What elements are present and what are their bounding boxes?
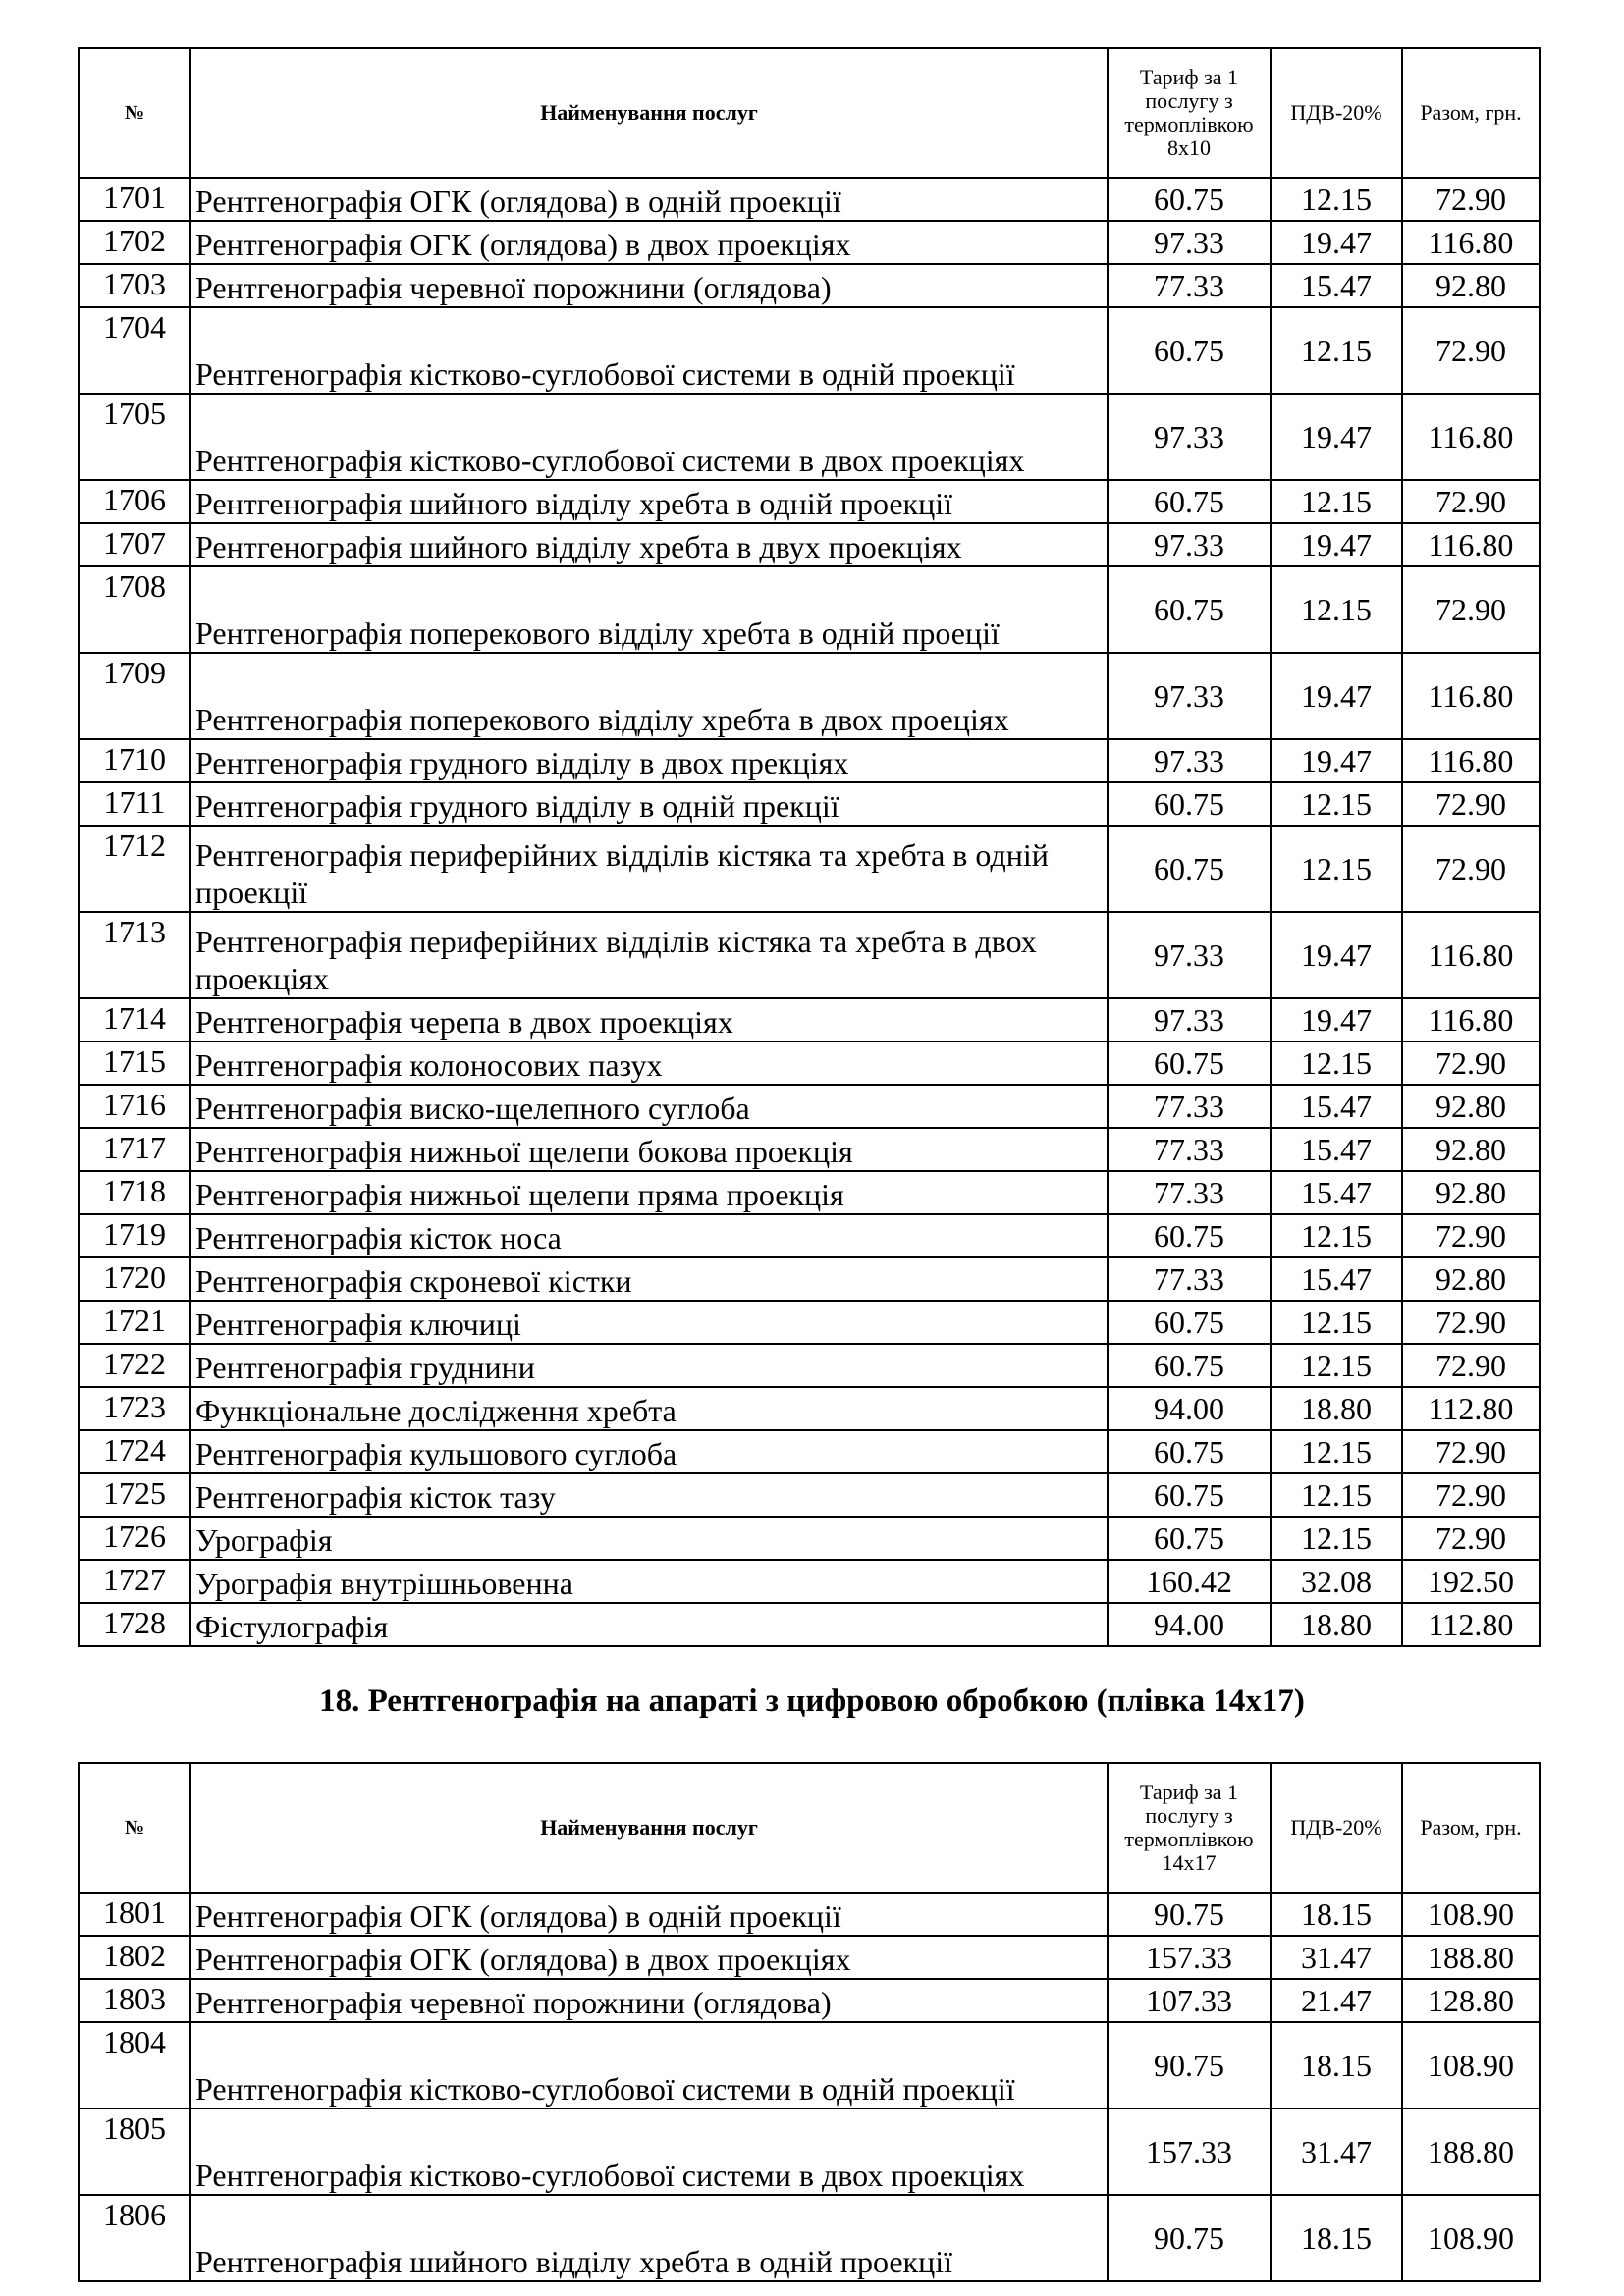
cell-vat: 31.47 — [1271, 1936, 1402, 1979]
cell-vat: 12.15 — [1271, 1473, 1402, 1517]
cell-number: 1725 — [79, 1473, 190, 1517]
cell-tariff: 60.75 — [1108, 307, 1271, 394]
cell-service-name: Рентгенографія черевної порожнини (оглядова) — [190, 1979, 1108, 2022]
cell-tariff: 90.75 — [1108, 2195, 1271, 2281]
table-row — [79, 1171, 1540, 1214]
table-row — [79, 1560, 1540, 1603]
header-vat: ПДВ-20% — [1271, 48, 1402, 178]
cell-tariff: 60.75 — [1108, 178, 1271, 221]
cell-total: 112.80 — [1402, 1603, 1540, 1646]
cell-vat: 18.80 — [1271, 1387, 1402, 1430]
cell-service-name: Рентгенографія шийного відділу хребта в одній проекції — [190, 480, 1108, 523]
cell-number: 1702 — [79, 221, 190, 264]
cell-vat: 19.47 — [1271, 912, 1402, 998]
cell-tariff: 77.33 — [1108, 1257, 1271, 1301]
cell-total: 108.90 — [1402, 2022, 1540, 2109]
cell-total: 72.90 — [1402, 1430, 1540, 1473]
cell-tariff: 90.75 — [1108, 2022, 1271, 2109]
cell-number: 1701 — [79, 178, 190, 221]
cell-tariff: 97.33 — [1108, 394, 1271, 480]
header-vat: ПДВ-20% — [1271, 1763, 1402, 1893]
price-table-17 — [78, 47, 1541, 1647]
header-service-name: Найменування послуг — [190, 1763, 1108, 1893]
cell-number: 1711 — [79, 782, 190, 826]
cell-total: 72.90 — [1402, 1473, 1540, 1517]
table-row — [79, 1893, 1540, 1936]
cell-vat: 12.15 — [1271, 1344, 1402, 1387]
header-total: Разом, грн. — [1402, 48, 1540, 178]
table-row — [79, 1473, 1540, 1517]
price-table-18 — [78, 1762, 1541, 2282]
cell-number: 1727 — [79, 1560, 190, 1603]
cell-vat: 15.47 — [1271, 1085, 1402, 1128]
table-row — [79, 1257, 1540, 1301]
table-row — [79, 178, 1540, 221]
cell-total: 72.90 — [1402, 307, 1540, 394]
cell-number: 1712 — [79, 826, 190, 912]
cell-total: 192.50 — [1402, 1560, 1540, 1603]
cell-service-name: Фістулографія — [190, 1603, 1108, 1646]
cell-number: 1724 — [79, 1430, 190, 1473]
cell-total: 72.90 — [1402, 1301, 1540, 1344]
table-row — [79, 307, 1540, 394]
table-row — [79, 1301, 1540, 1344]
cell-number: 1706 — [79, 480, 190, 523]
table-row — [79, 480, 1540, 523]
cell-total: 72.90 — [1402, 480, 1540, 523]
cell-total: 116.80 — [1402, 653, 1540, 739]
cell-service-name: Урографія внутрішньовенна — [190, 1560, 1108, 1603]
cell-tariff: 97.33 — [1108, 653, 1271, 739]
cell-tariff: 107.33 — [1108, 1979, 1271, 2022]
cell-vat: 15.47 — [1271, 1128, 1402, 1171]
cell-service-name: Рентгенографія скроневої кістки — [190, 1257, 1108, 1301]
table-row — [79, 1387, 1540, 1430]
cell-service-name: Рентгенографія кістково-суглобової системи в двох проекціях — [190, 394, 1108, 480]
cell-vat: 18.80 — [1271, 1603, 1402, 1646]
cell-service-name: Рентгенографія ОГК (оглядова) в одній проекції — [190, 178, 1108, 221]
cell-service-name: Рентгенографія поперекового відділу хребта в одній проеції — [190, 566, 1108, 653]
cell-service-name: Рентгенографія черепа в двох проекціях — [190, 998, 1108, 1041]
table-row — [79, 826, 1540, 912]
cell-number: 1804 — [79, 2022, 190, 2109]
cell-vat: 12.15 — [1271, 782, 1402, 826]
cell-number: 1721 — [79, 1301, 190, 1344]
cell-number: 1704 — [79, 307, 190, 394]
cell-service-name: Рентгенографія грудного відділу в двох прекціях — [190, 739, 1108, 782]
cell-vat: 32.08 — [1271, 1560, 1402, 1603]
cell-tariff: 160.42 — [1108, 1560, 1271, 1603]
cell-total: 92.80 — [1402, 264, 1540, 307]
cell-service-name: Рентгенографія кісток носа — [190, 1214, 1108, 1257]
cell-number: 1703 — [79, 264, 190, 307]
table-row — [79, 1979, 1540, 2022]
cell-vat: 12.15 — [1271, 1517, 1402, 1560]
cell-number: 1707 — [79, 523, 190, 566]
cell-total: 116.80 — [1402, 523, 1540, 566]
table-row — [79, 2109, 1540, 2195]
cell-number: 1728 — [79, 1603, 190, 1646]
cell-service-name: Рентгенографія периферійних відділів кістяка та хребта в одній проекції — [190, 826, 1108, 912]
table-row — [79, 221, 1540, 264]
cell-tariff: 60.75 — [1108, 566, 1271, 653]
cell-tariff: 97.33 — [1108, 523, 1271, 566]
table-row — [79, 1085, 1540, 1128]
cell-service-name: Рентгенографія ОГК (оглядова) в двох проекціях — [190, 1936, 1108, 1979]
table-row — [79, 1041, 1540, 1085]
cell-number: 1719 — [79, 1214, 190, 1257]
cell-service-name: Рентгенографія грудного відділу в одній прекції — [190, 782, 1108, 826]
table-row — [79, 739, 1540, 782]
cell-number: 1709 — [79, 653, 190, 739]
cell-number: 1715 — [79, 1041, 190, 1085]
header-service-name: Найменування послуг — [190, 48, 1108, 178]
cell-vat: 12.15 — [1271, 826, 1402, 912]
cell-number: 1713 — [79, 912, 190, 998]
cell-tariff: 60.75 — [1108, 826, 1271, 912]
cell-tariff: 60.75 — [1108, 1041, 1271, 1085]
table-row — [79, 394, 1540, 480]
table-row — [79, 1517, 1540, 1560]
cell-total: 128.80 — [1402, 1979, 1540, 2022]
cell-tariff: 60.75 — [1108, 1344, 1271, 1387]
cell-number: 1716 — [79, 1085, 190, 1128]
cell-tariff: 77.33 — [1108, 264, 1271, 307]
cell-service-name: Рентгенографія поперекового відділу хребта в двох проеціях — [190, 653, 1108, 739]
table-row — [79, 782, 1540, 826]
table-row — [79, 1128, 1540, 1171]
cell-vat: 19.47 — [1271, 221, 1402, 264]
cell-vat: 15.47 — [1271, 1171, 1402, 1214]
cell-vat: 19.47 — [1271, 998, 1402, 1041]
cell-vat: 12.15 — [1271, 480, 1402, 523]
table-row — [79, 912, 1540, 998]
cell-total: 108.90 — [1402, 2195, 1540, 2281]
cell-number: 1710 — [79, 739, 190, 782]
table-header-row — [79, 48, 1540, 178]
cell-tariff: 157.33 — [1108, 1936, 1271, 1979]
cell-total: 188.80 — [1402, 1936, 1540, 1979]
cell-number: 1722 — [79, 1344, 190, 1387]
cell-service-name: Рентгенографія кісток тазу — [190, 1473, 1108, 1517]
cell-tariff: 60.75 — [1108, 1517, 1271, 1560]
cell-total: 72.90 — [1402, 826, 1540, 912]
section-title: 18. Рентгенографія на апараті з цифровою обробкою (плівка 14х17) — [319, 1683, 1305, 1719]
table-row — [79, 1430, 1540, 1473]
cell-number: 1806 — [79, 2195, 190, 2281]
cell-tariff: 94.00 — [1108, 1603, 1271, 1646]
header-tariff: Тариф за 1 послугу з термоплівкою 8х10 — [1108, 48, 1271, 178]
cell-total: 116.80 — [1402, 739, 1540, 782]
table-row — [79, 1214, 1540, 1257]
cell-number: 1801 — [79, 1893, 190, 1936]
cell-tariff: 60.75 — [1108, 1473, 1271, 1517]
table-row — [79, 2022, 1540, 2109]
cell-total: 92.80 — [1402, 1085, 1540, 1128]
cell-tariff: 77.33 — [1108, 1171, 1271, 1214]
cell-total: 72.90 — [1402, 1041, 1540, 1085]
cell-service-name: Рентгенографія кістково-суглобової системи в двох проекціях — [190, 2109, 1108, 2195]
cell-vat: 12.15 — [1271, 307, 1402, 394]
cell-total: 92.80 — [1402, 1257, 1540, 1301]
table-row — [79, 2195, 1540, 2281]
cell-vat: 12.15 — [1271, 178, 1402, 221]
cell-tariff: 97.33 — [1108, 739, 1271, 782]
cell-vat: 19.47 — [1271, 523, 1402, 566]
cell-service-name: Рентгенографія периферійних відділів кістяка та хребта в двох проекціях — [190, 912, 1108, 998]
cell-vat: 19.47 — [1271, 394, 1402, 480]
cell-tariff: 97.33 — [1108, 221, 1271, 264]
cell-vat: 18.15 — [1271, 2022, 1402, 2109]
cell-total: 188.80 — [1402, 2109, 1540, 2195]
cell-tariff: 60.75 — [1108, 1301, 1271, 1344]
cell-vat: 12.15 — [1271, 566, 1402, 653]
cell-service-name: Урографія — [190, 1517, 1108, 1560]
cell-tariff: 60.75 — [1108, 1430, 1271, 1473]
cell-total: 108.90 — [1402, 1893, 1540, 1936]
cell-number: 1802 — [79, 1936, 190, 1979]
cell-tariff: 77.33 — [1108, 1085, 1271, 1128]
cell-service-name: Функціональне дослідження хребта — [190, 1387, 1108, 1430]
cell-vat: 12.15 — [1271, 1430, 1402, 1473]
cell-service-name: Рентгенографія ключиці — [190, 1301, 1108, 1344]
cell-total: 116.80 — [1402, 998, 1540, 1041]
cell-number: 1708 — [79, 566, 190, 653]
cell-vat: 12.15 — [1271, 1214, 1402, 1257]
cell-service-name: Рентгенографія груднини — [190, 1344, 1108, 1387]
cell-total: 72.90 — [1402, 1214, 1540, 1257]
cell-service-name: Рентгенографія кульшового суглоба — [190, 1430, 1108, 1473]
cell-service-name: Рентгенографія нижньої щелепи пряма проекція — [190, 1171, 1108, 1214]
cell-total: 116.80 — [1402, 221, 1540, 264]
cell-vat: 19.47 — [1271, 739, 1402, 782]
cell-total: 72.90 — [1402, 178, 1540, 221]
cell-service-name: Рентгенографія ОГК (оглядова) в двох проекціях — [190, 221, 1108, 264]
cell-number: 1705 — [79, 394, 190, 480]
cell-total: 116.80 — [1402, 912, 1540, 998]
cell-service-name: Рентгенографія черевної порожнини (оглядова) — [190, 264, 1108, 307]
cell-vat: 12.15 — [1271, 1301, 1402, 1344]
cell-number: 1718 — [79, 1171, 190, 1214]
cell-tariff: 94.00 — [1108, 1387, 1271, 1430]
cell-total: 72.90 — [1402, 1517, 1540, 1560]
cell-total: 72.90 — [1402, 782, 1540, 826]
cell-service-name: Рентгенографія колоносових пазух — [190, 1041, 1108, 1085]
cell-service-name: Рентгенографія нижньої щелепи бокова проекція — [190, 1128, 1108, 1171]
table-body — [79, 178, 1540, 1646]
cell-tariff: 77.33 — [1108, 1128, 1271, 1171]
table-body — [79, 1893, 1540, 2281]
cell-number: 1714 — [79, 998, 190, 1041]
table-row — [79, 1344, 1540, 1387]
table-row — [79, 998, 1540, 1041]
cell-tariff: 157.33 — [1108, 2109, 1271, 2195]
cell-tariff: 60.75 — [1108, 782, 1271, 826]
table-row — [79, 1936, 1540, 1979]
header-number: № — [79, 1763, 190, 1893]
cell-tariff: 60.75 — [1108, 1214, 1271, 1257]
cell-tariff: 97.33 — [1108, 998, 1271, 1041]
cell-vat: 31.47 — [1271, 2109, 1402, 2195]
cell-vat: 15.47 — [1271, 264, 1402, 307]
cell-number: 1803 — [79, 1979, 190, 2022]
cell-number: 1717 — [79, 1128, 190, 1171]
cell-total: 72.90 — [1402, 1344, 1540, 1387]
cell-number: 1726 — [79, 1517, 190, 1560]
cell-service-name: Рентгенографія шийного відділу хребта в одній проекції — [190, 2195, 1108, 2281]
header-number: № — [79, 48, 190, 178]
header-total: Разом, грн. — [1402, 1763, 1540, 1893]
cell-tariff: 97.33 — [1108, 912, 1271, 998]
cell-service-name: Рентгенографія кістково-суглобової системи в одній проекції — [190, 2022, 1108, 2109]
cell-total: 72.90 — [1402, 566, 1540, 653]
cell-total: 116.80 — [1402, 394, 1540, 480]
cell-vat: 12.15 — [1271, 1041, 1402, 1085]
cell-total: 92.80 — [1402, 1171, 1540, 1214]
table-row — [79, 523, 1540, 566]
cell-tariff: 60.75 — [1108, 480, 1271, 523]
header-tariff: Тариф за 1 послугу з термоплівкою 14х17 — [1108, 1763, 1271, 1893]
cell-tariff: 90.75 — [1108, 1893, 1271, 1936]
cell-service-name: Рентгенографія ОГК (оглядова) в одній проекції — [190, 1893, 1108, 1936]
cell-vat: 18.15 — [1271, 1893, 1402, 1936]
cell-number: 1723 — [79, 1387, 190, 1430]
cell-service-name: Рентгенографія виско-щелепного суглоба — [190, 1085, 1108, 1128]
table-row — [79, 264, 1540, 307]
table-row — [79, 1603, 1540, 1646]
cell-total: 92.80 — [1402, 1128, 1540, 1171]
cell-number: 1720 — [79, 1257, 190, 1301]
cell-number: 1805 — [79, 2109, 190, 2195]
cell-total: 112.80 — [1402, 1387, 1540, 1430]
cell-vat: 18.15 — [1271, 2195, 1402, 2281]
cell-vat: 19.47 — [1271, 653, 1402, 739]
table-header-row — [79, 1763, 1540, 1893]
table-row — [79, 566, 1540, 653]
cell-vat: 15.47 — [1271, 1257, 1402, 1301]
cell-vat: 21.47 — [1271, 1979, 1402, 2022]
table-row — [79, 653, 1540, 739]
cell-service-name: Рентгенографія кістково-суглобової системи в одній проекції — [190, 307, 1108, 394]
cell-service-name: Рентгенографія шийного відділу хребта в двух проекціях — [190, 523, 1108, 566]
